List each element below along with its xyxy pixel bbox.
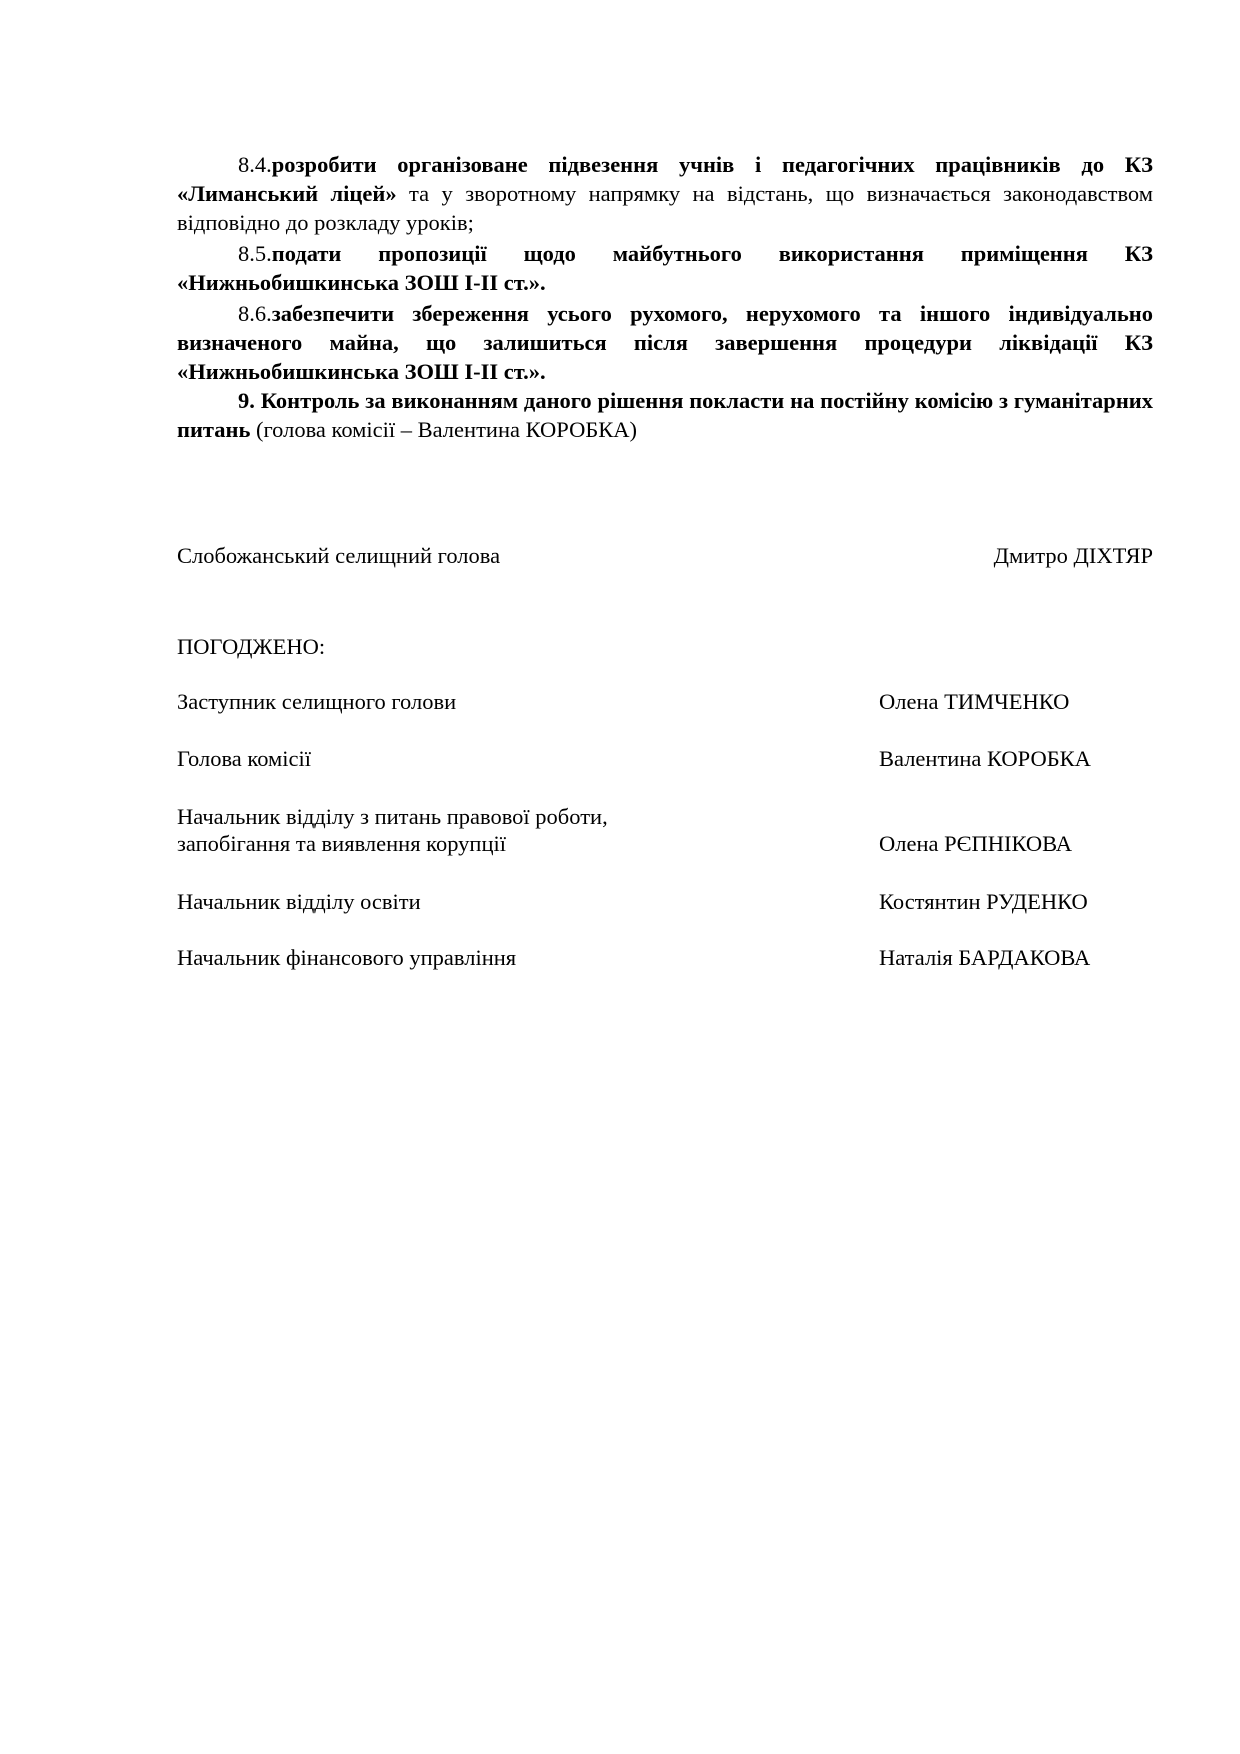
clause-9	[177, 386, 1153, 444]
approval-role: Начальник відділу освіти	[177, 889, 421, 914]
approval-name: Олена РЄПНІКОВА	[879, 831, 1073, 856]
decision-body	[177, 150, 1153, 444]
agreed-label: ПОГОДЖЕНО:	[177, 634, 326, 659]
approval-role: Начальник відділу з питань правової роботи,	[177, 804, 608, 829]
clause-text: та у зворотному напрямку на відстань, що визначається законодавством відповідно до розкладу уроків;	[177, 181, 1153, 235]
head-signature	[177, 541, 1153, 570]
clause-8-6	[177, 299, 1153, 386]
clause-number: 8.5.	[238, 241, 272, 266]
approval-name: Костянтин РУДЕНКО	[879, 889, 1088, 914]
approval-role-line2: запобігання та виявлення корупції	[177, 831, 506, 856]
clause-number: 9.	[238, 388, 261, 413]
head-name: Дмитро ДІХТЯР	[993, 543, 1153, 568]
clause-number: 8.4.	[238, 152, 272, 177]
approval-role: Голова комісії	[177, 746, 311, 771]
clause-text-bold: Контроль за виконанням даного рішення покласти на постійну комісію з гуманітарних питань	[177, 388, 1153, 442]
approval-name: Олена ТИМЧЕНКО	[879, 689, 1070, 714]
approval-name: Наталія БАРДАКОВА	[879, 945, 1091, 970]
clause-text-bold: розробити організоване підвезення учнів і педагогічних працівників до КЗ «Лиманський ліцей»	[177, 152, 1153, 206]
clause-text: (голова комісії – Валентина КОРОБКА)	[250, 417, 637, 442]
clause-number: 8.6.	[238, 301, 272, 326]
head-position: Слобожанський селищний голова	[177, 543, 501, 568]
clause-text-bold: забезпечити збереження усього рухомого, нерухомого та іншого індивідуально визначеного майна, що залишиться після завершення процедури ліквідації КЗ «Нижньобишкинська ЗОШ І-ІІ ст.».	[177, 301, 1153, 384]
approval-role: Заступник селищного голови	[177, 689, 457, 714]
clause-text-bold: подати пропозиції щодо майбутнього використання приміщення КЗ «Нижньобишкинська ЗОШ І-ІІ ст.».	[177, 241, 1153, 295]
approval-name: Валентина КОРОБКА	[879, 746, 1091, 771]
clause-8-5	[177, 239, 1153, 297]
clause-8-4	[177, 150, 1153, 237]
approval-role: Начальник фінансового управління	[177, 945, 517, 970]
